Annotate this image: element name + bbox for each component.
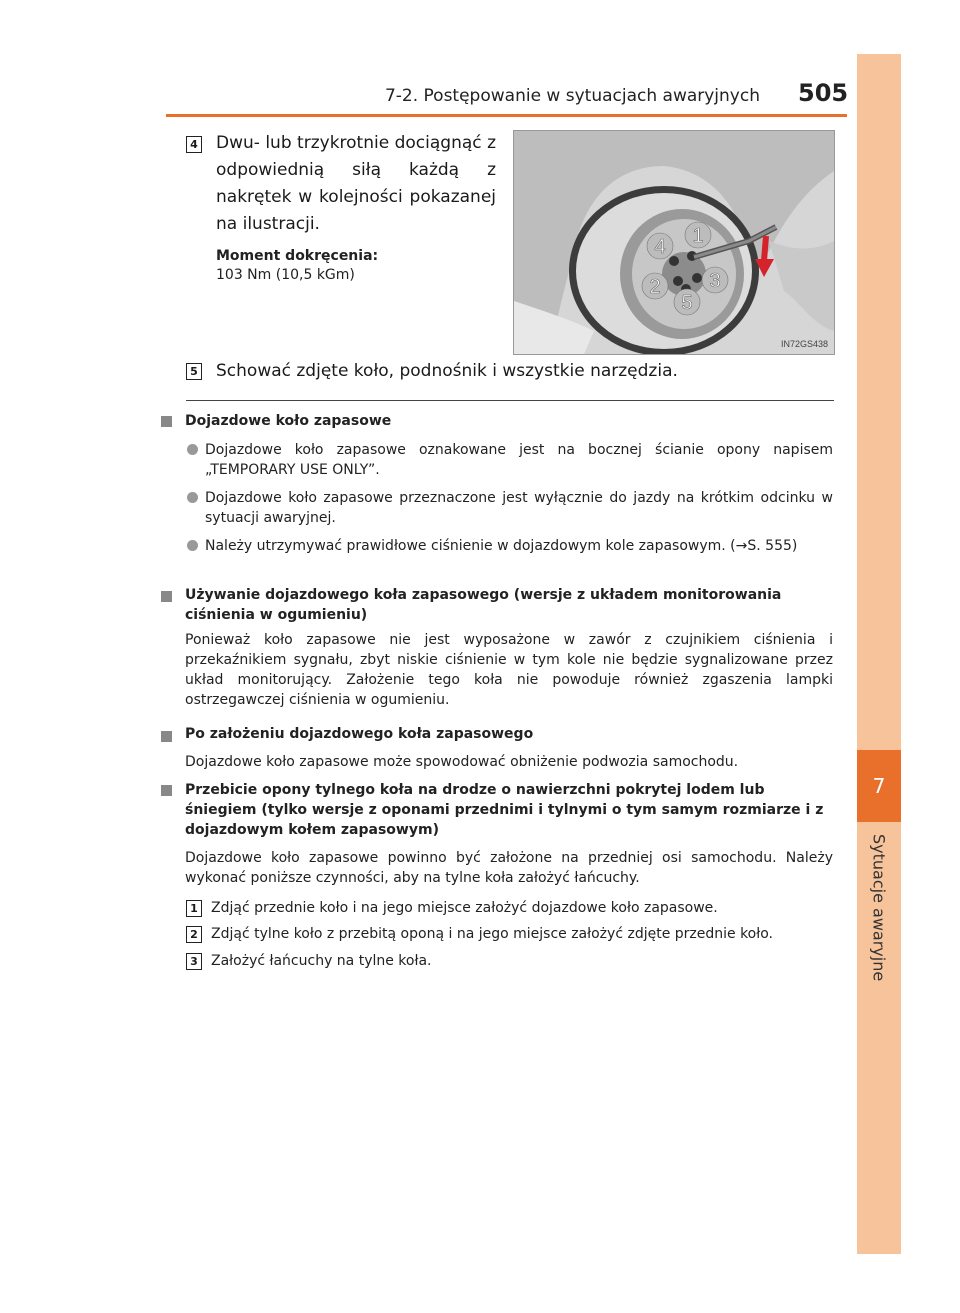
bullet-text-2: Dojazdowe koło zapasowe przeznaczone jest wyłącznie do jazdy na krótkim odcinku w sytuacji awaryjnej. (205, 490, 833, 526)
chapter-title-text: Sytuacje awaryjne (869, 834, 889, 982)
nut-label-1: 1 (692, 225, 704, 247)
chain-step-number-2: 2 (186, 926, 202, 943)
torque-label: Moment dokręcenia: (216, 248, 379, 264)
torque-value: 103 Nm (10,5 kGm) (216, 267, 355, 283)
bullet-icon (187, 540, 198, 551)
chain-step-number-3: 3 (186, 953, 202, 970)
section-title-tpms: Używanie dojazdowego koła zapasowego (wersje z układem monitorowania ciśnienia w ogumieniu) (185, 587, 782, 623)
chain-step-3-text: Założyć łańcuchy na tylne koła. (211, 953, 432, 969)
section-square-icon (161, 785, 172, 796)
step-4-text: Dwu- lub trzykrotnie dociągnąć z odpowiednią siłą każdą z nakrętek w kolejności pokazanej na ilustracji. (216, 133, 496, 234)
bullet-icon (187, 492, 198, 503)
section-divider (186, 400, 834, 401)
side-tab (857, 54, 901, 1254)
header-section-title: 7-2. Postępowanie w sytuacjach awaryjnych (384, 86, 760, 106)
section-title-spare-wheel: Dojazdowe koło zapasowe (185, 413, 392, 429)
figure-code: IN72GS438 (780, 339, 828, 349)
section-square-icon (161, 416, 172, 427)
section-square-icon (161, 591, 172, 602)
header-rule (166, 114, 847, 117)
wheel-illustration (513, 130, 835, 355)
chapter-number: 7 (857, 750, 901, 822)
wheel-drawing (514, 131, 834, 354)
section-body-rear-puncture: Dojazdowe koło zapasowe powinno być założone na przedniej osi samochodu. Należy wykonać poniższe czynności, aby na tylne koła założyć łańcuchy. (185, 850, 833, 886)
nut-label-5: 5 (681, 292, 693, 314)
step-number-4: 4 (186, 136, 202, 153)
chain-step-2-text: Zdjąć tylne koło z przebitą oponą i na jego miejsce założyć zdjęte przednie koło. (211, 926, 773, 942)
bullet-icon (187, 444, 198, 455)
bullet-text-1: Dojazdowe koło zapasowe oznakowane jest na bocznej ścianie opony napisem „TEMPORARY USE ONLY”. (205, 442, 833, 478)
nut-label-3: 3 (709, 270, 721, 292)
chain-step-number-1: 1 (186, 900, 202, 917)
step-number-5: 5 (186, 363, 202, 380)
page-number: 505 (798, 79, 849, 107)
section-title-after-fitting: Po założeniu dojazdowego koła zapasowego (185, 726, 534, 742)
section-square-icon (161, 731, 172, 742)
nut-label-2: 2 (649, 276, 661, 298)
step-5-text: Schować zdjęte koło, podnośnik i wszystkie narzędzia. (216, 361, 678, 381)
chapter-title (857, 834, 901, 984)
section-body-after-fitting: Dojazdowe koło zapasowe może spowodować obniżenie podwozia samochodu. (185, 754, 739, 770)
nut-label-4: 4 (654, 236, 666, 258)
chain-step-1-text: Zdjąć przednie koło i na jego miejsce założyć dojazdowe koło zapasowe. (211, 900, 718, 916)
bullet-text-3: Należy utrzymywać prawidłowe ciśnienie w dojazdowym kole zapasowym. (→S. 555) (205, 538, 798, 554)
section-title-rear-puncture: Przebicie opony tylnego koła na drodze o nawierzchni pokrytej lodem lub śniegiem (tylko wersje z oponami przednimi i tylnymi o tym samym rozmiarze i z dojazdowym kołem zapasowym) (185, 782, 824, 838)
section-body-tpms: Ponieważ koło zapasowe nie jest wyposażone w zawór z czujnikiem ciśnienia i przekaźnikiem sygnału, zbyt niskie ciśnienie w tym kole nie będzie sygnalizowane przez układ monitorujący. Założenie tego koła nie powoduje również zgaszenia lampki ostrzegawczej ciśnienia w ogumieniu. (185, 632, 833, 708)
